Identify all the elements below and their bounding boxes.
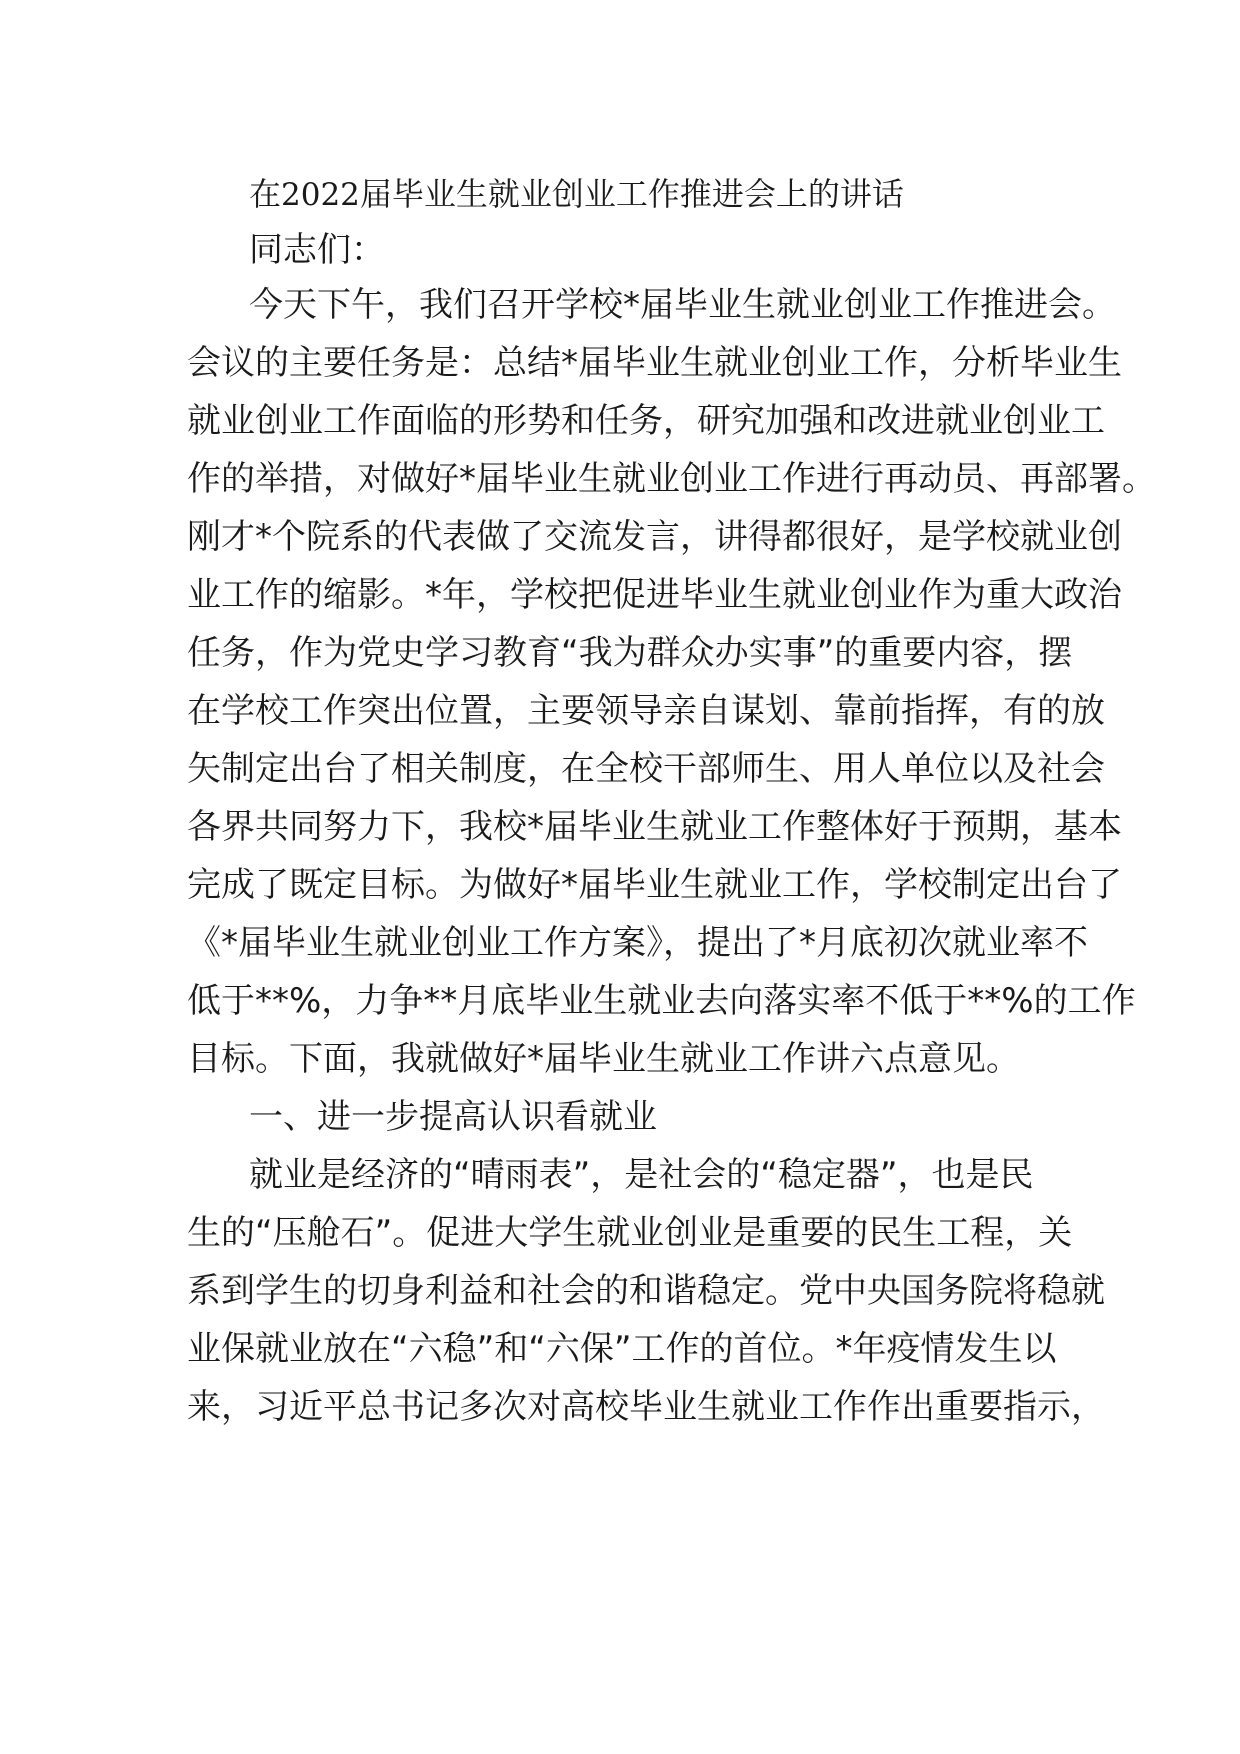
paragraph-line: 就业是经济的“晴雨表”，是社会的“稳定器”，也是民 xyxy=(249,1155,1034,1195)
title-suffix: 届毕业生就业创业工作推进会上的讲话 xyxy=(359,175,904,213)
paragraph-line: 系到学生的切身利益和社会的和谐稳定。党中央国务院将稳就 xyxy=(187,1271,1105,1311)
paragraph-line: 会议的主要任务是：总结*届毕业生就业创业工作，分析毕业生 xyxy=(187,343,1122,383)
paragraph-line: 目标。下面，我就做好*届毕业生就业工作讲六点意见。 xyxy=(187,1039,1020,1079)
paragraph-line: 任务，作为党史学习教育“我为群众办实事”的重要内容，摆 xyxy=(187,633,1073,673)
section-heading: 一、进一步提高认识看就业 xyxy=(249,1097,657,1137)
paragraph-line: 生的“压舱石”。促进大学生就业创业是重要的民生工程，关 xyxy=(187,1213,1073,1253)
paragraph-line: 刚才*个院系的代表做了交流发言，讲得都很好，是学校就业创 xyxy=(187,517,1122,557)
title-prefix: 在 xyxy=(249,175,282,213)
paragraph-line: 《*届毕业生就业创业工作方案》，提出了*月底初次就业率不 xyxy=(187,923,1088,963)
document-title xyxy=(249,172,1149,217)
paragraph-line: 各界共同努力下，我校*届毕业生就业工作整体好于预期，基本 xyxy=(187,807,1122,847)
paragraph-line: 作的举措，对做好*届毕业生就业创业工作进行再动员、再部署。 xyxy=(187,459,1156,499)
paragraph-line: 就业创业工作面临的形势和任务，研究加强和改进就业创业工 xyxy=(187,401,1105,441)
title-year: 2022 xyxy=(281,177,360,213)
paragraph-line: 在学校工作突出位置，主要领导亲自谋划、靠前指挥，有的放 xyxy=(187,691,1105,731)
paragraph-line: 矢制定出台了相关制度，在全校干部师生、用人单位以及社会 xyxy=(187,749,1105,789)
paragraph-line: 业工作的缩影。*年，学校把促进毕业生就业创业作为重大政治 xyxy=(187,575,1122,615)
paragraph-line: 今天下午，我们召开学校*届毕业生就业创业工作推进会。 xyxy=(249,285,1116,325)
paragraph-line: 低于**%，力争**月底毕业生就业去向落实率不低于**%的工作 xyxy=(187,981,1136,1021)
paragraph-line: 业保就业放在“六稳”和“六保”工作的首位。*年疫情发生以 xyxy=(187,1329,1057,1369)
paragraph-line: 来，习近平总书记多次对高校毕业生就业工作作出重要指示， xyxy=(187,1387,1105,1427)
salutation: 同志们： xyxy=(249,230,385,270)
paragraph-line: 完成了既定目标。为做好*届毕业生就业工作，学校制定出台了 xyxy=(187,865,1122,905)
